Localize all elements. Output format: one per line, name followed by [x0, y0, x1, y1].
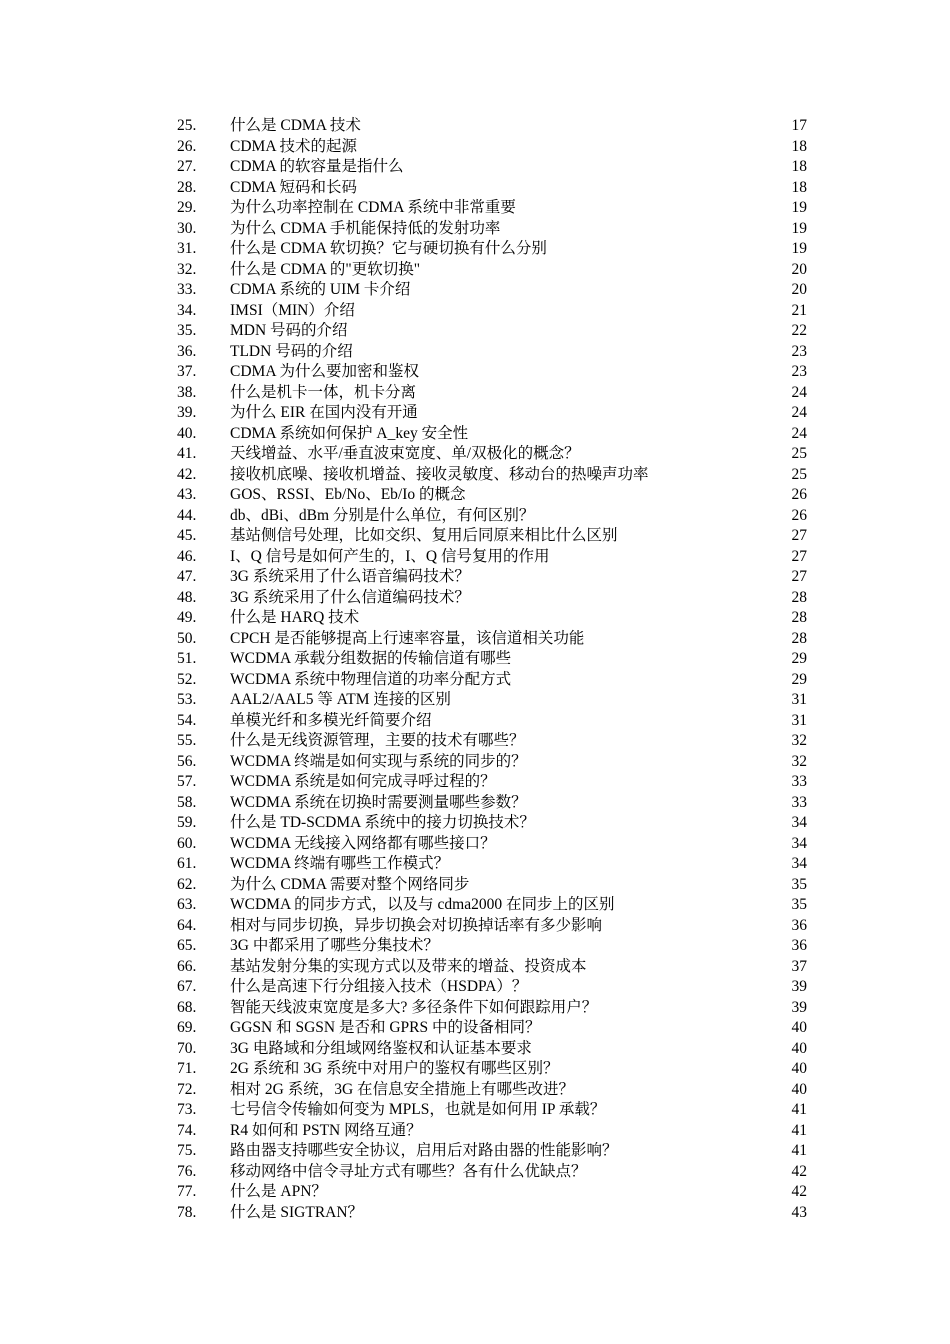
toc-entry[interactable]: [177, 383, 807, 404]
toc-entry-title[interactable]: WCDMA 终端有哪些工作模式？: [230, 855, 450, 872]
toc-entry[interactable]: [177, 137, 807, 158]
toc-entry-number: 61.: [177, 855, 197, 872]
toc-entry-page-number: 28: [791, 609, 807, 626]
toc-entry[interactable]: [177, 321, 807, 342]
toc-entry-page-number: 36: [791, 937, 807, 954]
toc-entry-number: 30.: [177, 219, 197, 237]
toc-entry-number: 28.: [177, 178, 197, 196]
toc-entry-title[interactable]: CDMA 系统的 UIM 卡介绍: [230, 281, 411, 298]
toc-entry[interactable]: [177, 403, 807, 424]
toc-entry-number: 59.: [177, 814, 197, 831]
toc-entry-title[interactable]: I、Q 信号是如何产生的，I、Q 信号复用的作用: [230, 547, 550, 565]
toc-entry-page-number: 24: [791, 383, 807, 401]
toc-entry-title[interactable]: 七号信令传输如何变为 MPLS，也就是如何用 IP 承载？: [230, 1101, 606, 1118]
toc-entry-page-number: 25: [791, 465, 807, 483]
toc-entry[interactable]: [177, 588, 807, 609]
toc-entry-title[interactable]: CDMA 为什么要加密和鉴权: [230, 363, 420, 380]
toc-entry[interactable]: [177, 1162, 807, 1183]
toc-entry-title[interactable]: WCDMA 的同步方式，以及与 cdma2000 在同步上的区别: [230, 896, 615, 913]
toc-entry[interactable]: [177, 1100, 807, 1121]
toc-entry-title[interactable]: 3G 系统采用了什么信道编码技术？: [230, 588, 470, 606]
toc-entry-title[interactable]: GGSN 和 SGSN 是否和 GPRS 中的设备相同？: [230, 1019, 541, 1036]
toc-entry-page-number: 35: [791, 875, 807, 893]
toc-entry-page-number: 43: [791, 1203, 807, 1221]
toc-entry[interactable]: [177, 629, 807, 650]
toc-entry-number: 74.: [177, 1121, 197, 1139]
toc-entry-page-number: 23: [791, 363, 807, 380]
toc-entry-number: 26.: [177, 137, 197, 155]
toc-entry-title[interactable]: 智能天线波束宽度是多大? 多径条件下如何跟踪用户？: [230, 998, 598, 1016]
toc-entry-number: 37.: [177, 363, 197, 380]
toc-entry-page-number: 28: [791, 629, 807, 647]
toc-entry-title[interactable]: WCDMA 承载分组数据的传输信道有哪些: [230, 650, 512, 667]
toc-entry-page-number: 32: [791, 732, 807, 749]
toc-entry[interactable]: [177, 362, 807, 383]
toc-entry[interactable]: [177, 998, 807, 1019]
toc-entry[interactable]: [177, 567, 807, 588]
toc-entry-title[interactable]: 3G 系统采用了什么语音编码技术？: [230, 568, 470, 585]
toc-entry-number: 29.: [177, 199, 197, 216]
toc-entry-page-number: 33: [791, 793, 807, 811]
toc-entry[interactable]: [177, 957, 807, 978]
toc-entry-page-number: 31: [791, 691, 807, 708]
toc-entry-page-number: 41: [791, 1101, 807, 1118]
toc-entry-number: 75.: [177, 1142, 197, 1159]
toc-entry[interactable]: [177, 444, 807, 465]
toc-entry-number: 58.: [177, 793, 197, 811]
toc-entry[interactable]: [177, 977, 807, 998]
toc-entry-number: 60.: [177, 834, 197, 852]
toc-entry-title[interactable]: 2G 系统和 3G 系统中对用户的鉴权有哪些区别？: [230, 1060, 559, 1077]
toc-entry-page-number: 34: [791, 855, 807, 872]
toc-entry-page-number: 36: [791, 916, 807, 934]
toc-entry-page-number: 26: [791, 506, 807, 524]
toc-entry-number: 25.: [177, 117, 197, 134]
toc-entry[interactable]: [177, 1059, 807, 1080]
toc-entry-number: 68.: [177, 998, 197, 1016]
toc-entry[interactable]: [177, 116, 807, 137]
toc-entry[interactable]: [177, 731, 807, 752]
toc-entry-title[interactable]: WCDMA 系统中物理信道的功率分配方式: [230, 670, 512, 688]
toc-entry-title[interactable]: 移动网络中信令寻址方式有哪些？各有什么优缺点？: [230, 1162, 587, 1180]
toc-entry-page-number: 41: [791, 1142, 807, 1159]
toc-entry-number: 35.: [177, 322, 197, 339]
toc-entry[interactable]: [177, 834, 807, 855]
toc-entry[interactable]: [177, 936, 807, 957]
toc-entry-title[interactable]: CDMA 系统如何保护 A_key 安全性: [230, 424, 469, 442]
toc-entry-title[interactable]: MDN 号码的介绍: [230, 322, 348, 339]
toc-entry-page-number: 39: [791, 978, 807, 995]
toc-entry-page-number: 20: [791, 260, 807, 278]
toc-entry-title[interactable]: GOS、RSSI、Eb/No、Eb/Io 的概念: [230, 486, 466, 503]
toc-entry-page-number: 40: [791, 1039, 807, 1057]
toc-entry-title[interactable]: 路由器支持哪些安全协议，启用后对路由器的性能影响？: [230, 1142, 618, 1159]
toc-entry-page-number: 18: [791, 137, 807, 155]
toc-entry-page-number: 28: [791, 588, 807, 606]
toc-entry-title[interactable]: 什么是 HARQ 技术: [230, 609, 360, 626]
toc-entry[interactable]: [177, 219, 807, 240]
toc-entry-page-number: 22: [791, 322, 807, 339]
toc-entry-page-number: 27: [791, 547, 807, 565]
toc-entry-page-number: 19: [791, 240, 807, 257]
toc-entry-number: 44.: [177, 506, 197, 524]
toc-entry[interactable]: [177, 506, 807, 527]
toc-entry-number: 49.: [177, 609, 197, 626]
toc-entry-number: 67.: [177, 978, 197, 995]
toc-entry[interactable]: [177, 875, 807, 896]
toc-entry-title[interactable]: 天线增益、水平/垂直波束宽度、单/双极化的概念？: [230, 445, 580, 462]
toc-entry-title[interactable]: 什么是高速下行分组接入技术（HSDPA）？: [230, 978, 528, 995]
toc-entry-number: 32.: [177, 260, 197, 278]
toc-entry-title[interactable]: 为什么 CDMA 需要对整个网络同步: [230, 875, 470, 893]
toc-entry[interactable]: [177, 1141, 807, 1162]
toc-entry-page-number: 21: [791, 301, 807, 319]
toc-entry-page-number: 40: [791, 1060, 807, 1077]
toc-entry-number: 51.: [177, 650, 197, 667]
toc-entry-page-number: 39: [791, 998, 807, 1016]
toc-entry-title[interactable]: WCDMA 无线接入网络都有哪些接口？: [230, 834, 496, 852]
toc-entry-page-number: 27: [791, 568, 807, 585]
toc-entry-page-number: 32: [791, 752, 807, 770]
toc-entry-number: 76.: [177, 1162, 197, 1180]
toc-entry-page-number: 29: [791, 650, 807, 667]
toc-entry-title[interactable]: 基站侧信号处理，比如交织、复用后同原来相比什么区别: [230, 527, 618, 544]
toc-entry[interactable]: [177, 1080, 807, 1101]
toc-entry-number: 45.: [177, 527, 197, 544]
toc-entry-number: 65.: [177, 937, 197, 954]
toc-entry-title[interactable]: WCDMA 系统在切换时需要测量哪些参数？: [230, 793, 527, 811]
toc-entry-number: 43.: [177, 486, 197, 503]
toc-entry-page-number: 23: [791, 342, 807, 360]
toc-entry-title[interactable]: IMSI（MIN）介绍: [230, 301, 355, 319]
table-of-contents: [177, 116, 807, 1223]
toc-entry-page-number: 24: [791, 424, 807, 442]
toc-entry[interactable]: [177, 608, 807, 629]
toc-entry[interactable]: [177, 1182, 807, 1203]
toc-entry-page-number: 42: [791, 1162, 807, 1180]
toc-entry[interactable]: [177, 649, 807, 670]
toc-entry-title[interactable]: CDMA 技术的起源: [230, 137, 358, 155]
toc-entry-page-number: 25: [791, 445, 807, 462]
toc-entry-number: 33.: [177, 281, 197, 298]
toc-entry-number: 57.: [177, 773, 197, 790]
toc-entry-number: 40.: [177, 424, 197, 442]
toc-entry-title[interactable]: 3G 中都采用了哪些分集技术？: [230, 937, 439, 954]
toc-entry-page-number: 18: [791, 178, 807, 196]
toc-entry[interactable]: [177, 465, 807, 486]
toc-entry-number: 52.: [177, 670, 197, 688]
toc-entry-page-number: 42: [791, 1183, 807, 1200]
toc-entry-title[interactable]: 接收机底噪、接收机增益、接收灵敏度、移动台的热噪声功率: [230, 465, 649, 483]
toc-entry[interactable]: [177, 752, 807, 773]
toc-entry[interactable]: [177, 424, 807, 445]
toc-entry-number: 47.: [177, 568, 197, 585]
toc-entry-title[interactable]: TLDN 号码的介绍: [230, 342, 353, 360]
toc-entry[interactable]: [177, 280, 807, 301]
toc-entry[interactable]: [177, 1203, 807, 1224]
toc-entry-number: 66.: [177, 957, 197, 975]
toc-entry-page-number: 19: [791, 199, 807, 216]
toc-entry-number: 54.: [177, 711, 197, 729]
toc-entry-title[interactable]: 什么是机卡一体，机卡分离: [230, 383, 417, 401]
toc-entry-title[interactable]: 基站发射分集的实现方式以及带来的增益、投资成本: [230, 957, 587, 975]
toc-entry-number: 27.: [177, 158, 197, 175]
toc-entry-number: 50.: [177, 629, 197, 647]
toc-entry-title[interactable]: CPCH 是否能够提高上行速率容量，该信道相关功能: [230, 629, 585, 647]
toc-entry-title[interactable]: 为什么 CDMA 手机能保持低的发射功率: [230, 219, 501, 237]
toc-entry-page-number: 41: [791, 1121, 807, 1139]
toc-entry-number: 72.: [177, 1080, 197, 1098]
toc-entry-title[interactable]: WCDMA 系统是如何完成寻呼过程的？: [230, 773, 496, 790]
toc-entry-title[interactable]: 相对 2G 系统，3G 在信息安全措施上有哪些改进？: [230, 1080, 575, 1098]
toc-entry-title[interactable]: 什么是无线资源管理，主要的技术有哪些？: [230, 732, 525, 749]
toc-entry[interactable]: [177, 711, 807, 732]
toc-entry-number: 38.: [177, 383, 197, 401]
toc-entry-page-number: 34: [791, 834, 807, 852]
toc-entry-number: 77.: [177, 1183, 197, 1200]
toc-entry-title[interactable]: 什么是 TD-SCDMA 系统中的接力切换技术？: [230, 814, 535, 831]
toc-entry-title[interactable]: 单模光纤和多模光纤简要介绍: [230, 711, 432, 729]
toc-entry-number: 31.: [177, 240, 197, 257]
toc-entry[interactable]: [177, 813, 807, 834]
toc-entry-number: 34.: [177, 301, 197, 319]
toc-entry-title[interactable]: db、dBi、dBm 分别是什么单位，有何区别？: [230, 506, 535, 524]
toc-entry-number: 63.: [177, 896, 197, 913]
toc-entry-number: 69.: [177, 1019, 197, 1036]
toc-entry-title[interactable]: 什么是 CDMA 软切换？它与硬切换有什么分别: [230, 240, 547, 257]
toc-entry-title[interactable]: 什么是 CDMA 技术: [230, 117, 361, 134]
toc-entry-number: 48.: [177, 588, 197, 606]
toc-entry[interactable]: [177, 1018, 807, 1039]
toc-entry[interactable]: [177, 895, 807, 916]
toc-entry-title[interactable]: R4 如何和 PSTN 网络互通？: [230, 1121, 422, 1139]
toc-entry-title[interactable]: 3G 电路域和分组域网络鉴权和认证基本要求: [230, 1039, 532, 1057]
toc-entry-number: 71.: [177, 1060, 197, 1077]
toc-entry-page-number: 37: [791, 957, 807, 975]
toc-entry[interactable]: [177, 485, 807, 506]
toc-entry[interactable]: [177, 854, 807, 875]
toc-entry[interactable]: [177, 178, 807, 199]
toc-entry[interactable]: [177, 526, 807, 547]
toc-entry[interactable]: [177, 157, 807, 178]
toc-entry[interactable]: [177, 301, 807, 322]
toc-entry-number: 55.: [177, 732, 197, 749]
toc-entry-page-number: 26: [791, 486, 807, 503]
toc-entry-number: 41.: [177, 445, 197, 462]
toc-entry-page-number: 34: [791, 814, 807, 831]
toc-entry[interactable]: [177, 260, 807, 281]
toc-entry-title[interactable]: CDMA 的软容量是指什么: [230, 158, 404, 175]
toc-entry-page-number: 40: [791, 1080, 807, 1098]
toc-entry-title[interactable]: CDMA 短码和长码: [230, 178, 358, 196]
toc-entry-page-number: 35: [791, 896, 807, 913]
toc-entry[interactable]: [177, 239, 807, 260]
toc-entry-page-number: 24: [791, 404, 807, 421]
toc-entry-number: 36.: [177, 342, 197, 360]
toc-entry-title[interactable]: 为什么 EIR 在国内没有开通: [230, 404, 418, 421]
toc-entry-title[interactable]: 相对与同步切换，异步切换会对切换掉话率有多少影响: [230, 916, 603, 934]
toc-entry[interactable]: [177, 547, 807, 568]
toc-entry-page-number: 20: [791, 281, 807, 298]
toc-entry-number: 53.: [177, 691, 197, 708]
toc-entry-title[interactable]: AAL2/AAL5 等 ATM 连接的区别: [230, 691, 451, 708]
toc-entry-title[interactable]: 什么是 SIGTRAN？: [230, 1203, 364, 1221]
toc-entry[interactable]: [177, 670, 807, 691]
toc-entry-title[interactable]: 什么是 CDMA 的"更软切换": [230, 260, 421, 278]
toc-entry-page-number: 33: [791, 773, 807, 790]
toc-entry-number: 78.: [177, 1203, 197, 1221]
toc-entry-title[interactable]: WCDMA 终端是如何实现与系统的同步的？: [230, 752, 527, 770]
toc-entry-number: 73.: [177, 1101, 197, 1118]
toc-entry-number: 64.: [177, 916, 197, 934]
toc-entry-page-number: 29: [791, 670, 807, 688]
toc-entry-number: 70.: [177, 1039, 197, 1057]
toc-entry[interactable]: [177, 342, 807, 363]
toc-entry-number: 56.: [177, 752, 197, 770]
toc-entry[interactable]: [177, 916, 807, 937]
toc-entry-number: 46.: [177, 547, 197, 565]
toc-entry-page-number: 17: [791, 117, 807, 134]
toc-entry-page-number: 27: [791, 527, 807, 544]
toc-entry-number: 62.: [177, 875, 197, 893]
toc-entry-title[interactable]: 什么是 APN？: [230, 1183, 327, 1200]
toc-entry-number: 39.: [177, 404, 197, 421]
toc-entry-title[interactable]: 为什么功率控制在 CDMA 系统中非常重要: [230, 199, 516, 216]
toc-entry[interactable]: [177, 1039, 807, 1060]
toc-entry-page-number: 18: [791, 158, 807, 175]
toc-entry[interactable]: [177, 772, 807, 793]
toc-entry-page-number: 40: [791, 1019, 807, 1036]
toc-entry[interactable]: [177, 1121, 807, 1142]
toc-entry[interactable]: [177, 198, 807, 219]
toc-entry-page-number: 31: [791, 711, 807, 729]
toc-entry[interactable]: [177, 793, 807, 814]
toc-entry-number: 42.: [177, 465, 197, 483]
toc-entry-page-number: 19: [791, 219, 807, 237]
toc-entry[interactable]: [177, 690, 807, 711]
